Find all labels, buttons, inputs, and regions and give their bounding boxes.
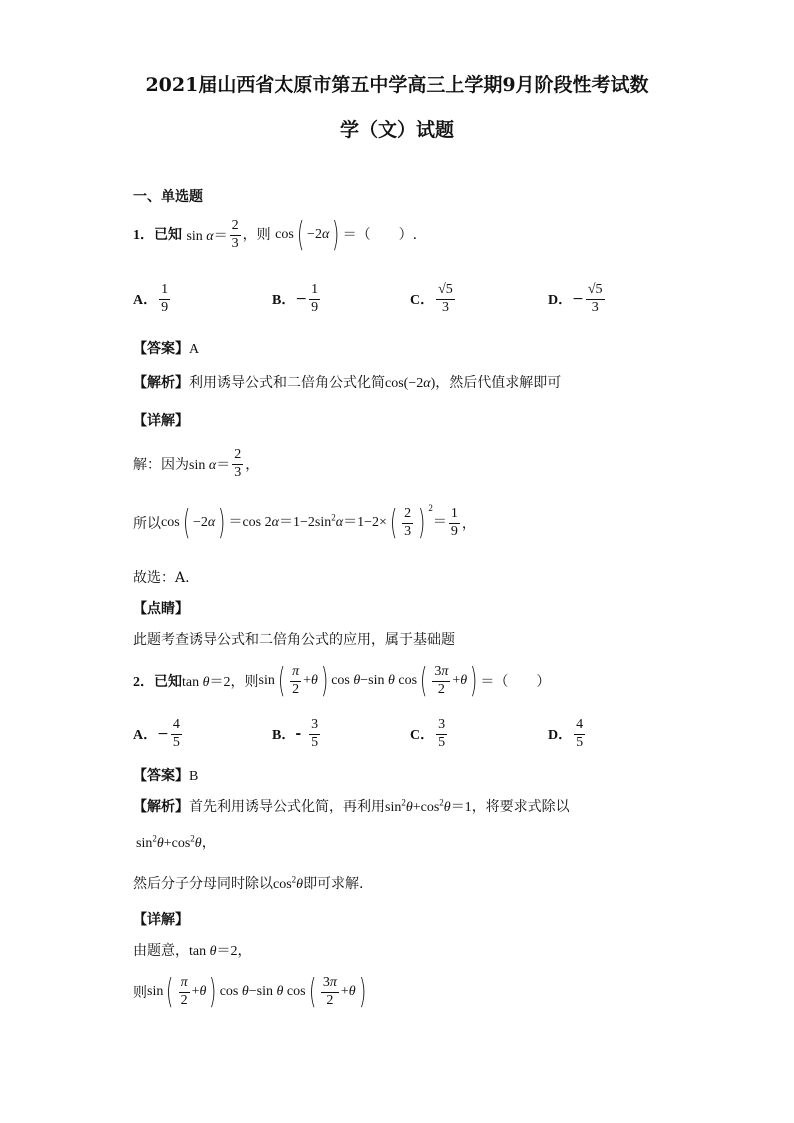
q1-solution: 解：因为sin α＝ $\frac{2}{3}$ ， bbox=[133, 447, 260, 480]
section-heading: 一、单选题 bbox=[133, 189, 203, 205]
q1-comment-tag: 【点睛】 bbox=[133, 601, 189, 617]
q1-stem: 1．已知 sin α＝ $\frac{2}{3}$ ，则 cos( −2α) ＝（ ）. bbox=[133, 215, 418, 255]
q2-analysis: 【解析】首先利用诱导公式化简，再利用$\sin^2\theta+\cos^2\theta=1$，将要求式除以 bbox=[133, 797, 570, 815]
q2-answer: 【答案】B bbox=[133, 768, 199, 784]
q2-analysis-cont: 然后分子分母同时除以$\cos^2\theta$即可求解. bbox=[133, 874, 364, 892]
q1-detail-tag: 【详解】 bbox=[133, 413, 189, 429]
q1-option-b: B．− $\frac{1}{9}$ bbox=[272, 282, 319, 315]
q1-number: 1． bbox=[133, 228, 154, 243]
q1-derivation: 所以cos( −2α) ＝cos $2\alpha=1-2\sin^2\alpha=1-2\times$( $\frac{2}{3}$ ) $^2$＝ $\frac{1}{9}$ ， bbox=[133, 502, 476, 543]
title-line-1: 2021届山西省太原市第五中学高三上学期9月阶段性考试数 bbox=[145, 74, 649, 96]
q1-comment: 此题考查诱导公式和二倍角公式的应用，属于基础题 bbox=[133, 632, 455, 648]
q2-option-d: D． $\frac{4}{5}$ bbox=[548, 717, 584, 750]
q1-option-d: D．− $\frac{√5}{3}$ bbox=[548, 282, 603, 315]
q2-given: 由题意，tan θ＝2， bbox=[133, 943, 252, 959]
q2-option-b: B．- $\frac{3}{5}$ bbox=[272, 717, 319, 750]
q1-answer: 【答案】A bbox=[133, 341, 200, 357]
q2-detail-tag: 【详解】 bbox=[133, 912, 189, 928]
q2-stem: 2．已知tan θ＝2，则sin( $\frac{\pi}{2}$ +θ) cos θ−sin θ cos( $\frac{3\pi}{2}$ +θ) ＝（ ） bbox=[133, 661, 551, 701]
q1-analysis: 【解析】利用诱导公式和二倍角公式化简cos(−2α)，然后代值求解即可 bbox=[133, 375, 562, 391]
q2-then: 则sin( $\frac{\pi}{2}$ +θ) cos θ−sin θ cos( $\frac{3\pi}{2}$ +θ) bbox=[133, 972, 366, 1012]
q1-option-c: C． $\frac{√5}{3}$ bbox=[410, 282, 453, 315]
q1-option-a: A． $\frac{1}{9}$ bbox=[133, 282, 169, 315]
q2-option-a: A．− $\frac{4}{5}$ bbox=[133, 717, 180, 750]
title-line-2: 学（文）试题 bbox=[339, 119, 454, 141]
q2-analysis-expression: $\sin^2\theta+\cos^2\theta$， bbox=[136, 833, 216, 851]
q2-option-c: C． $\frac{3}{5}$ bbox=[410, 717, 446, 750]
q1-conclusion: 故选：A. bbox=[133, 570, 190, 586]
